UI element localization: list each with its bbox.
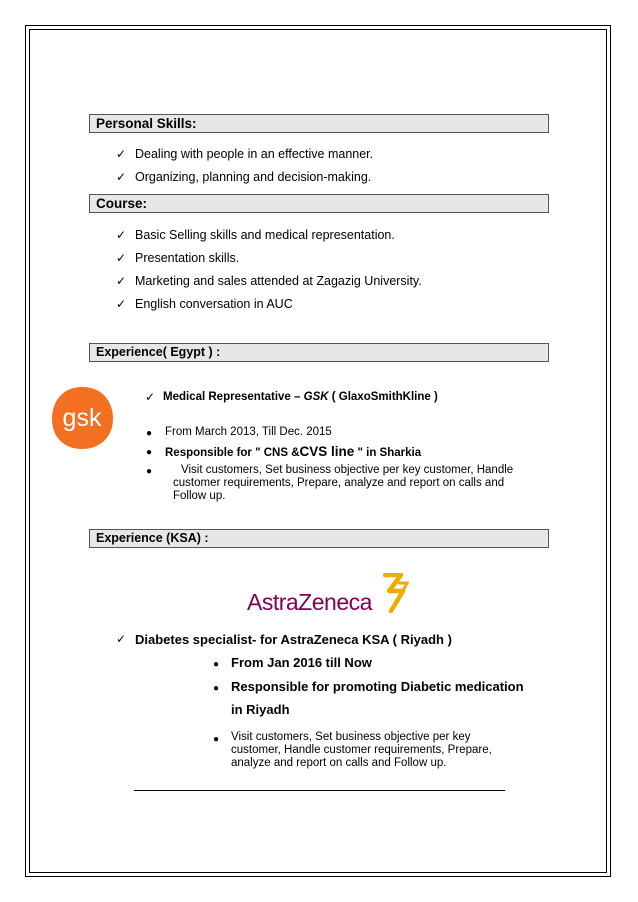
egypt-duties: Visit customers, Set business objective per key customer, Handle customer requirements, Prepare, analyze and report on calls and Follow up. — [173, 464, 514, 502]
bullet-icon: ● — [213, 659, 220, 670]
check-icon: ✓ — [145, 390, 156, 404]
section-experience-ksa: Experience (KSA) : — [89, 529, 549, 548]
astrazeneca-wordmark: AstraZeneca — [247, 589, 372, 615]
skill-item: Organizing, planning and decision-making. — [135, 170, 372, 184]
bullet-icon: ● — [213, 734, 220, 745]
check-icon: ✓ — [116, 297, 127, 311]
check-icon: ✓ — [116, 228, 127, 242]
svg-text:gsk: gsk — [62, 404, 102, 432]
check-icon: ✓ — [116, 274, 127, 288]
ksa-job-title: Diabetes specialist- for AstraZeneca KSA ( Riyadh ) — [135, 632, 452, 647]
egypt-responsibility: Responsible for " CNS &CVS line " in Sharkia — [165, 444, 422, 459]
astrazeneca-logo — [247, 573, 417, 619]
check-icon: ✓ — [116, 147, 127, 161]
divider-line — [134, 790, 505, 791]
ksa-responsibility-line2: in Riyadh — [231, 702, 290, 717]
ksa-responsibility-line1: Responsible for promoting Diabetic medication — [231, 679, 524, 694]
section-experience-egypt: Experience( Egypt ) : — [89, 343, 549, 362]
check-icon: ✓ — [116, 251, 127, 265]
check-icon: ✓ — [116, 632, 127, 646]
course-item: English conversation in AUC — [135, 297, 293, 311]
bullet-icon: ● — [213, 683, 220, 694]
egypt-period: From March 2013, Till Dec. 2015 — [165, 426, 332, 438]
section-course: Course: — [89, 194, 549, 213]
bullet-icon: ● — [146, 447, 153, 458]
course-item: Presentation skills. — [135, 251, 240, 265]
course-item: Basic Selling skills and medical representation. — [135, 228, 395, 242]
egypt-job-title: Medical Representative – GSK ( GlaxoSmithKline ) — [163, 391, 438, 403]
skill-item: Dealing with people in an effective manner. — [135, 147, 374, 161]
bullet-icon: ● — [146, 428, 153, 439]
course-item: Marketing and sales attended at Zagazig University. — [135, 274, 422, 288]
ksa-period: From Jan 2016 till Now — [231, 655, 372, 670]
check-icon: ✓ — [116, 170, 127, 184]
section-personal-skills: Personal Skills: — [89, 114, 549, 133]
astrazeneca-symbol-icon — [379, 573, 411, 613]
gsk-logo-icon — [50, 385, 115, 451]
ksa-duties: Visit customers, Set business objective per key customer, Handle customer requirements, Prepare, analyze and report on calls and Follow up. — [231, 731, 492, 769]
bullet-icon: ● — [146, 466, 153, 477]
